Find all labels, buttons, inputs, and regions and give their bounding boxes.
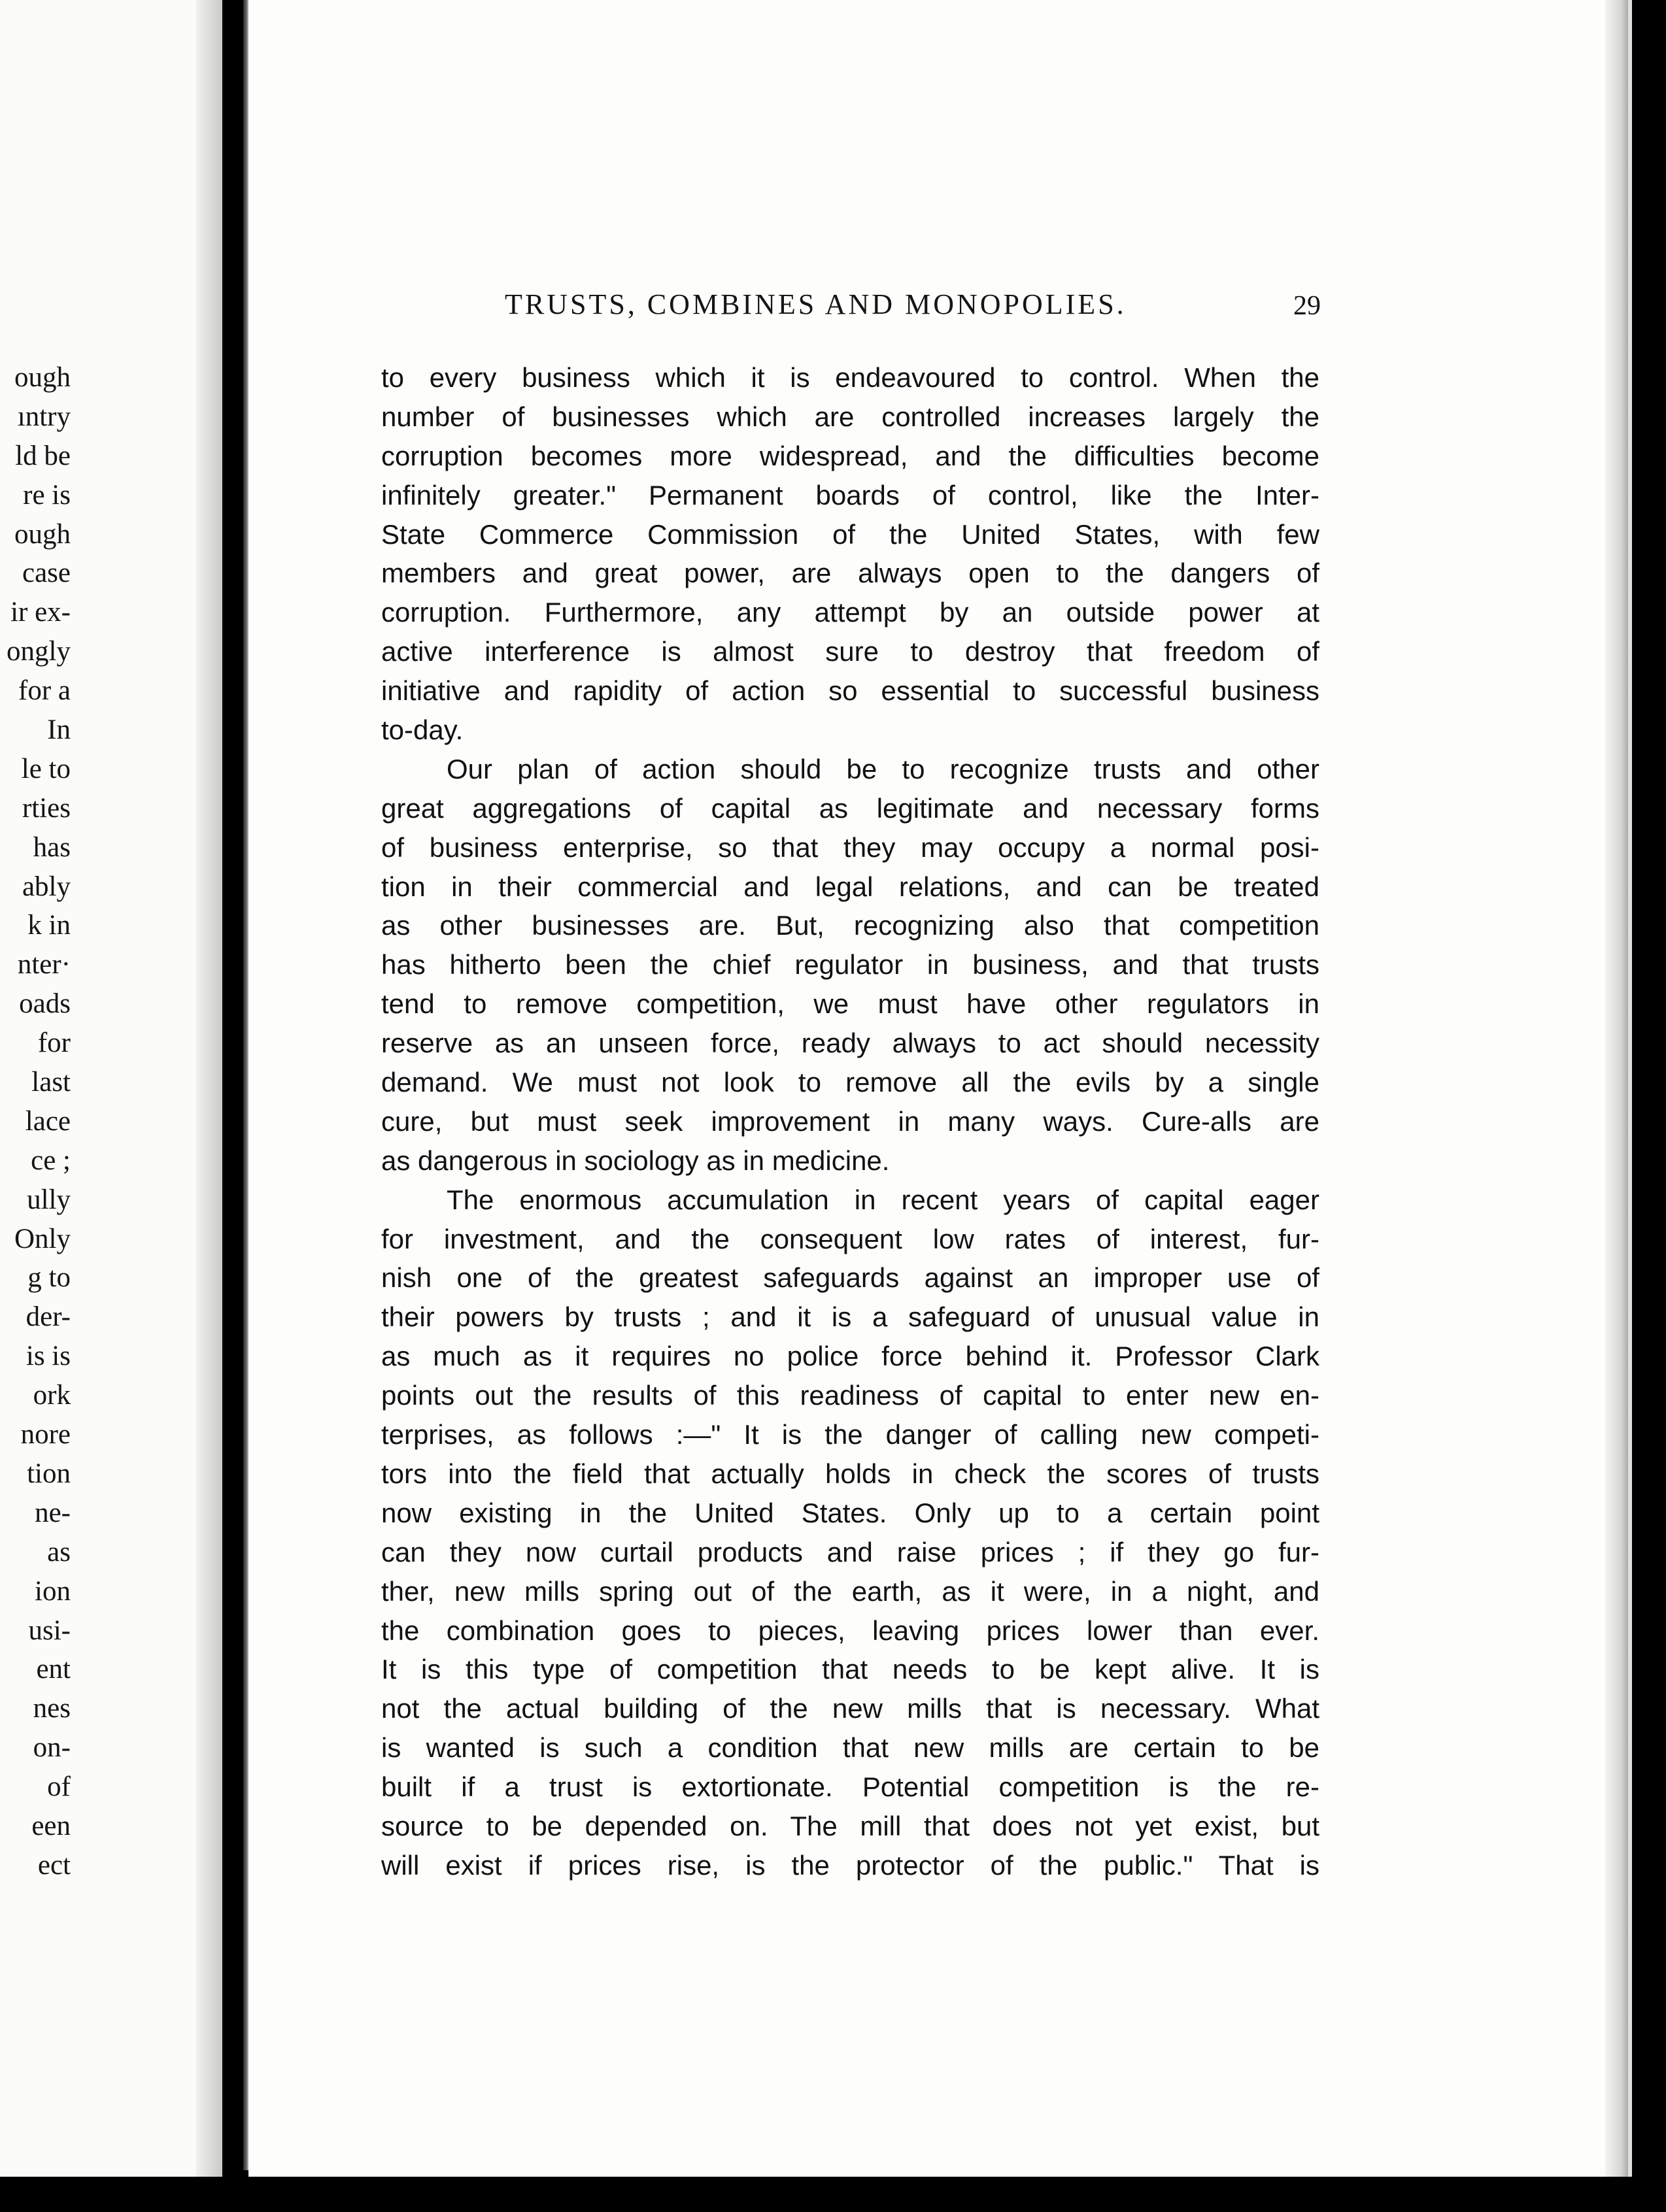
left-page-fragment: ion — [35, 1575, 71, 1607]
scan-bottom-border — [0, 2177, 1666, 2212]
text-line: tend to remove competition, we must have other regulators in — [381, 988, 1319, 1020]
left-page-fragment: g to — [27, 1262, 71, 1294]
text-line: will exist if prices rise, is the protector of the public." That is — [381, 1849, 1319, 1881]
text-line: the combination goes to pieces, leaving prices lower than ever. — [381, 1615, 1319, 1646]
paragraph — [381, 358, 1319, 750]
left-page-fragment: for a — [18, 675, 71, 707]
text-line: demand. We must not look to remove all the evils by a single — [381, 1067, 1319, 1098]
left-page-fragment: nter· — [17, 949, 71, 980]
left-page-fragment: k in — [27, 910, 71, 941]
left-page-fragment: for — [37, 1028, 71, 1059]
text-line: terprises, as follows :—" It is the danger of calling new competi- — [381, 1419, 1319, 1450]
left-page-fragment: usi- — [28, 1615, 71, 1646]
text-line: to every business which it is endeavoured to control. When the — [381, 362, 1319, 393]
left-page-fragment: ld be — [15, 440, 71, 471]
left-page-fragment: nore — [20, 1419, 71, 1450]
left-page-fragment: ably — [22, 871, 71, 902]
left-page-fragment: as — [47, 1536, 71, 1567]
text-line: active interference is almost sure to destroy that freedom of — [381, 636, 1319, 667]
left-page-fragment: on- — [33, 1732, 71, 1764]
left-page-fragment: case — [22, 558, 71, 589]
text-line: not the actual building of the new mills that is necessary. What — [381, 1693, 1319, 1724]
paragraph — [381, 1181, 1319, 1885]
text-line: tors into the field that actually holds in check the scores of trusts — [381, 1458, 1319, 1489]
text-line: source to be depended on. The mill that does not yet exist, but — [381, 1810, 1319, 1841]
text-line: points out the results of this readiness of capital to enter new en- — [381, 1380, 1319, 1411]
left-page-fragment: has — [33, 831, 71, 863]
running-head: TRUSTS, COMBINES AND MONOPOLIES. — [505, 288, 1127, 320]
left-page-fragment: lace — [25, 1105, 71, 1137]
left-page-fragment: ce ; — [31, 1145, 71, 1176]
text-line: built if a trust is extortionate. Potential competition is the re- — [381, 1771, 1319, 1803]
left-page-fragment: ne- — [35, 1497, 71, 1528]
text-line: It is this type of competition that needs to be kept alive. It is — [381, 1654, 1319, 1685]
text-line: State Commerce Commission of the United States, with few — [381, 518, 1319, 550]
left-page-fragment: of — [47, 1771, 71, 1803]
text-line: can they now curtail products and raise prices ; if they go fur- — [381, 1536, 1319, 1567]
left-page-fragment: ough — [14, 518, 71, 550]
left-page-fragment: ongly — [7, 636, 71, 667]
left-page-fragment: der- — [26, 1301, 71, 1333]
text-line: cure, but must seek improvement in many ways. Cure-alls are — [381, 1105, 1319, 1137]
text-line: their powers by trusts ; and it is a safeguard of unusual value in — [381, 1301, 1319, 1333]
left-page-fragment: ork — [33, 1380, 71, 1411]
left-page-fragment: Only — [14, 1223, 71, 1254]
body-text — [381, 358, 1319, 1885]
left-page-fragment: re is — [23, 479, 71, 511]
text-line: nish one of the greatest safeguards against an improper use of — [381, 1262, 1319, 1294]
text-line: reserve as an unseen force, ready always to act should necessity — [381, 1028, 1319, 1059]
text-line: great aggregations of capital as legitimate and necessary forms — [381, 792, 1319, 824]
text-line: as dangerous in sociology as in medicine. — [381, 1145, 890, 1176]
left-page-fragment: last — [31, 1067, 71, 1098]
left-page-fragment: is is — [26, 1341, 71, 1372]
left-page-fragment: ıntry — [17, 401, 71, 432]
left-page-fragment: In — [47, 714, 71, 746]
left-page-fragment: le to — [21, 753, 71, 784]
left-page-gutter-shadow — [196, 0, 222, 2177]
text-line: as other businesses are. But, recognizing also that competition — [381, 910, 1319, 941]
text-line: for investment, and the consequent low rates of interest, fur- — [381, 1223, 1319, 1254]
left-page-fragment: rties — [22, 792, 71, 824]
book-binding — [243, 0, 248, 2170]
text-line: as much as it requires no police force behind it. Professor Clark — [381, 1341, 1319, 1372]
right-page-edge — [1605, 0, 1631, 2177]
text-line: is wanted is such a condition that new mills are certain to be — [381, 1732, 1319, 1764]
left-page-text-fragments — [0, 358, 71, 1885]
left-page-fragment: oads — [19, 988, 71, 1020]
right-page-edge-line — [1628, 0, 1632, 2177]
page-header — [379, 288, 1321, 327]
text-line: number of businesses which are controlled increases largely the — [381, 401, 1319, 432]
text-line: corruption becomes more widespread, and the difficulties become — [381, 440, 1319, 471]
text-line: members and great power, are always open to the dangers of — [381, 558, 1319, 589]
text-line: tion in their commercial and legal relations, and can be treated — [381, 871, 1319, 902]
left-page-fragment: een — [31, 1810, 71, 1841]
text-line: now existing in the United States. Only up to a certain point — [381, 1497, 1319, 1528]
left-page — [0, 0, 222, 2177]
left-page-fragment: ir ex- — [10, 597, 71, 628]
left-page-fragment: ully — [27, 1184, 71, 1215]
text-line: to-day. — [381, 714, 464, 746]
text-line: of business enterprise, so that they may occupy a normal posi- — [381, 831, 1319, 863]
text-line: has hitherto been the chief regulator in business, and that trusts — [381, 949, 1319, 980]
text-line: infinitely greater." Permanent boards of control, like the Inter- — [381, 479, 1319, 511]
left-page-fragment: ent — [36, 1654, 71, 1685]
left-page-fragment: nes — [33, 1693, 71, 1724]
left-page-fragment: tion — [27, 1458, 71, 1489]
page-number: 29 — [1293, 291, 1321, 321]
text-line: Our plan of action should be to recognize trusts and other — [447, 753, 1319, 784]
text-line: initiative and rapidity of action so essential to successful business — [381, 675, 1319, 707]
left-page-fragment: ect — [37, 1849, 71, 1881]
left-page-fragment: ough — [14, 362, 71, 393]
text-line: ther, new mills spring out of the earth, as it were, in a night, and — [381, 1575, 1319, 1607]
paragraph — [381, 750, 1319, 1181]
text-line: corruption. Furthermore, any attempt by an outside power at — [381, 597, 1319, 628]
text-line: The enormous accumulation in recent years of capital eager — [447, 1184, 1319, 1215]
